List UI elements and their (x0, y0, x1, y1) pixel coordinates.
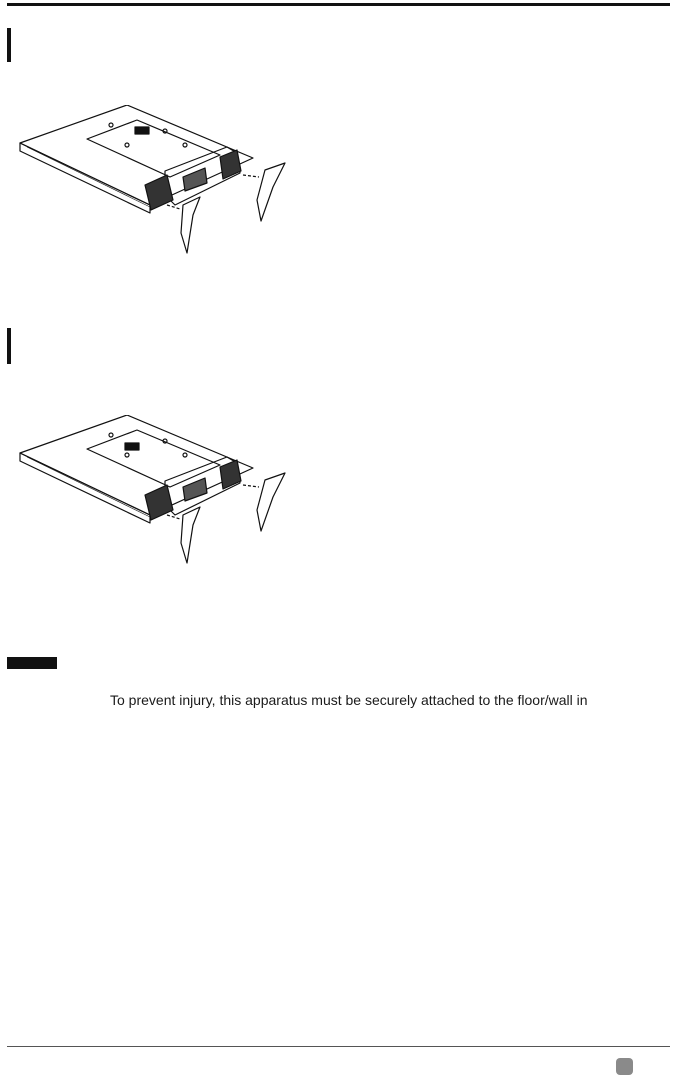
warning-text: To prevent injury, this apparatus must be securely attached to the floor/wall in (110, 692, 588, 708)
header-rule (7, 3, 670, 6)
section-marker-2 (7, 328, 11, 364)
tv-stand-illustration-1 (15, 105, 300, 255)
tv-stand-illustration-2 (15, 415, 300, 565)
warning-label (7, 657, 57, 669)
footer-rule (7, 1046, 670, 1047)
section-marker-1 (7, 28, 11, 62)
page-number-badge (616, 1058, 633, 1075)
